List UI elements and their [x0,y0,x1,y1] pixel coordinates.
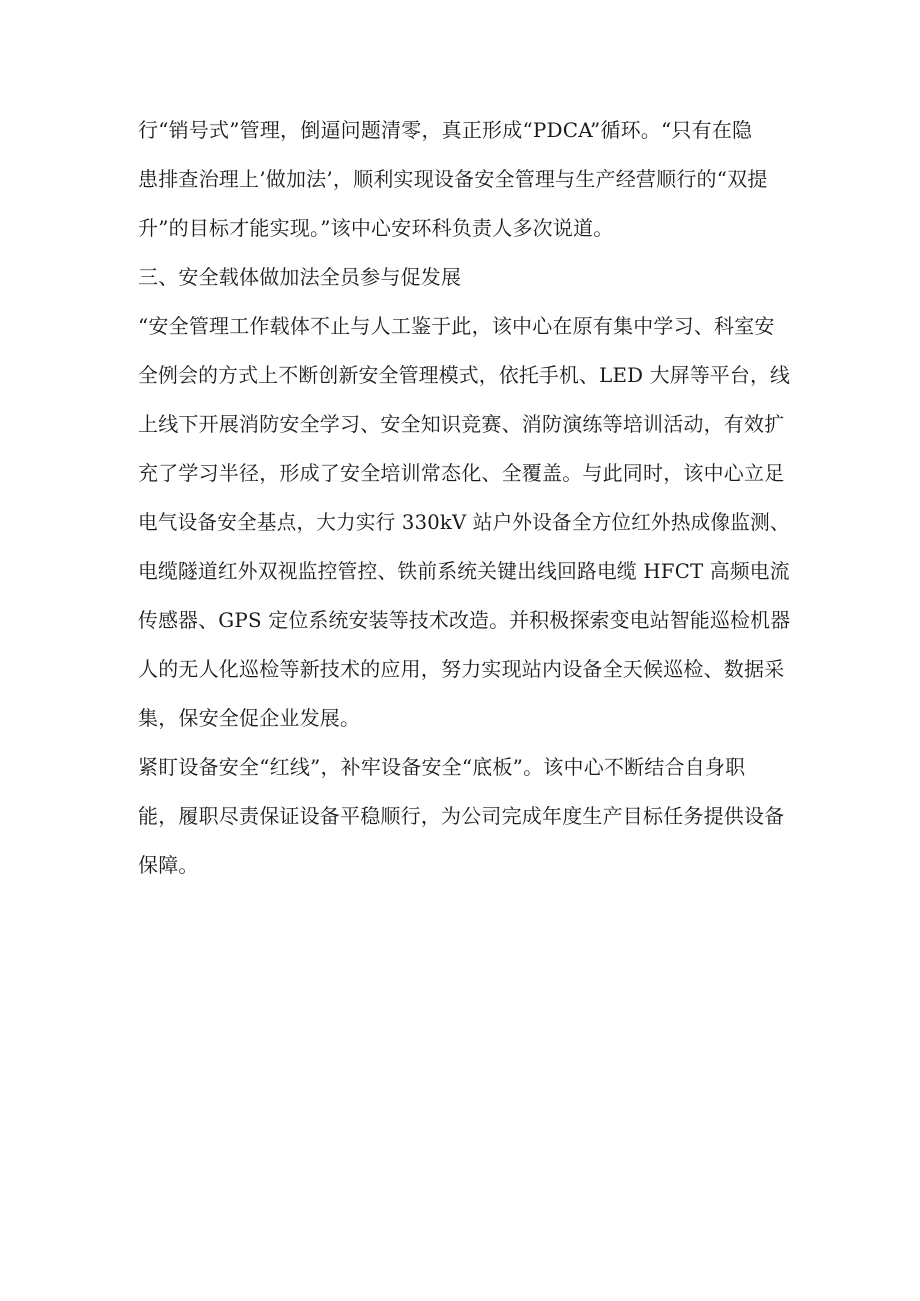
para3-line-3: 保障。 [138,853,199,877]
para2-line-7: 传感器、GPS 定位系统安装等技术改造。并积极探索变电站智能巡检机器 [138,608,791,632]
para2-line-3: 上线下开展消防安全学习、安全知识竞赛、消防演练等培训活动，有效扩 [138,412,785,436]
para2-line-6: 电缆隧道红外双视监控管控、铁前系统关键出线回路电缆 HFCT 高频电流 [138,559,790,583]
para1-line-3: 升”的目标才能实现。”该中心安环科负责人多次说道。 [138,216,614,240]
para3-line-1: 紧盯设备安全“红线”，补牢设备安全“底板”。该中心不断结合自身职 [138,755,746,779]
para1-line-1: 行“销号式”管理，倒逼问题清零，真正形成“PDCA”循环。“只有在隐 [138,118,753,142]
para3-line-2: 能，履职尽责保证设备平稳顺行，为公司完成年度生产目标任务提供设备 [138,804,785,828]
para2-line-8: 人的无人化巡检等新技术的应用，努力实现站内设备全天候巡检、数据采 [138,657,785,681]
para2-line-2: 全例会的方式上不断创新安全管理模式，依托手机、LED 大屏等平台，线 [138,363,791,387]
section-heading: 三、安全载体做加法全员参与促发展 [138,265,462,289]
para2-line-4: 充了学习半径，形成了安全培训常态化、全覆盖。与此同时，该中心立足 [138,461,785,485]
para1-line-2: 患排查治理上’做加法’，顺利实现设备安全管理与生产经营顺行的“双提 [138,167,768,191]
para2-line-1: “安全管理工作载体不止与人工鉴于此，该中心在原有集中学习、科室安 [138,314,775,338]
para2-line-9: 集，保安全促企业发展。 [138,706,361,730]
para2-line-5: 电气设备安全基点，大力实行 330kV 站户外设备全方位红外热成像监测、 [138,510,790,534]
